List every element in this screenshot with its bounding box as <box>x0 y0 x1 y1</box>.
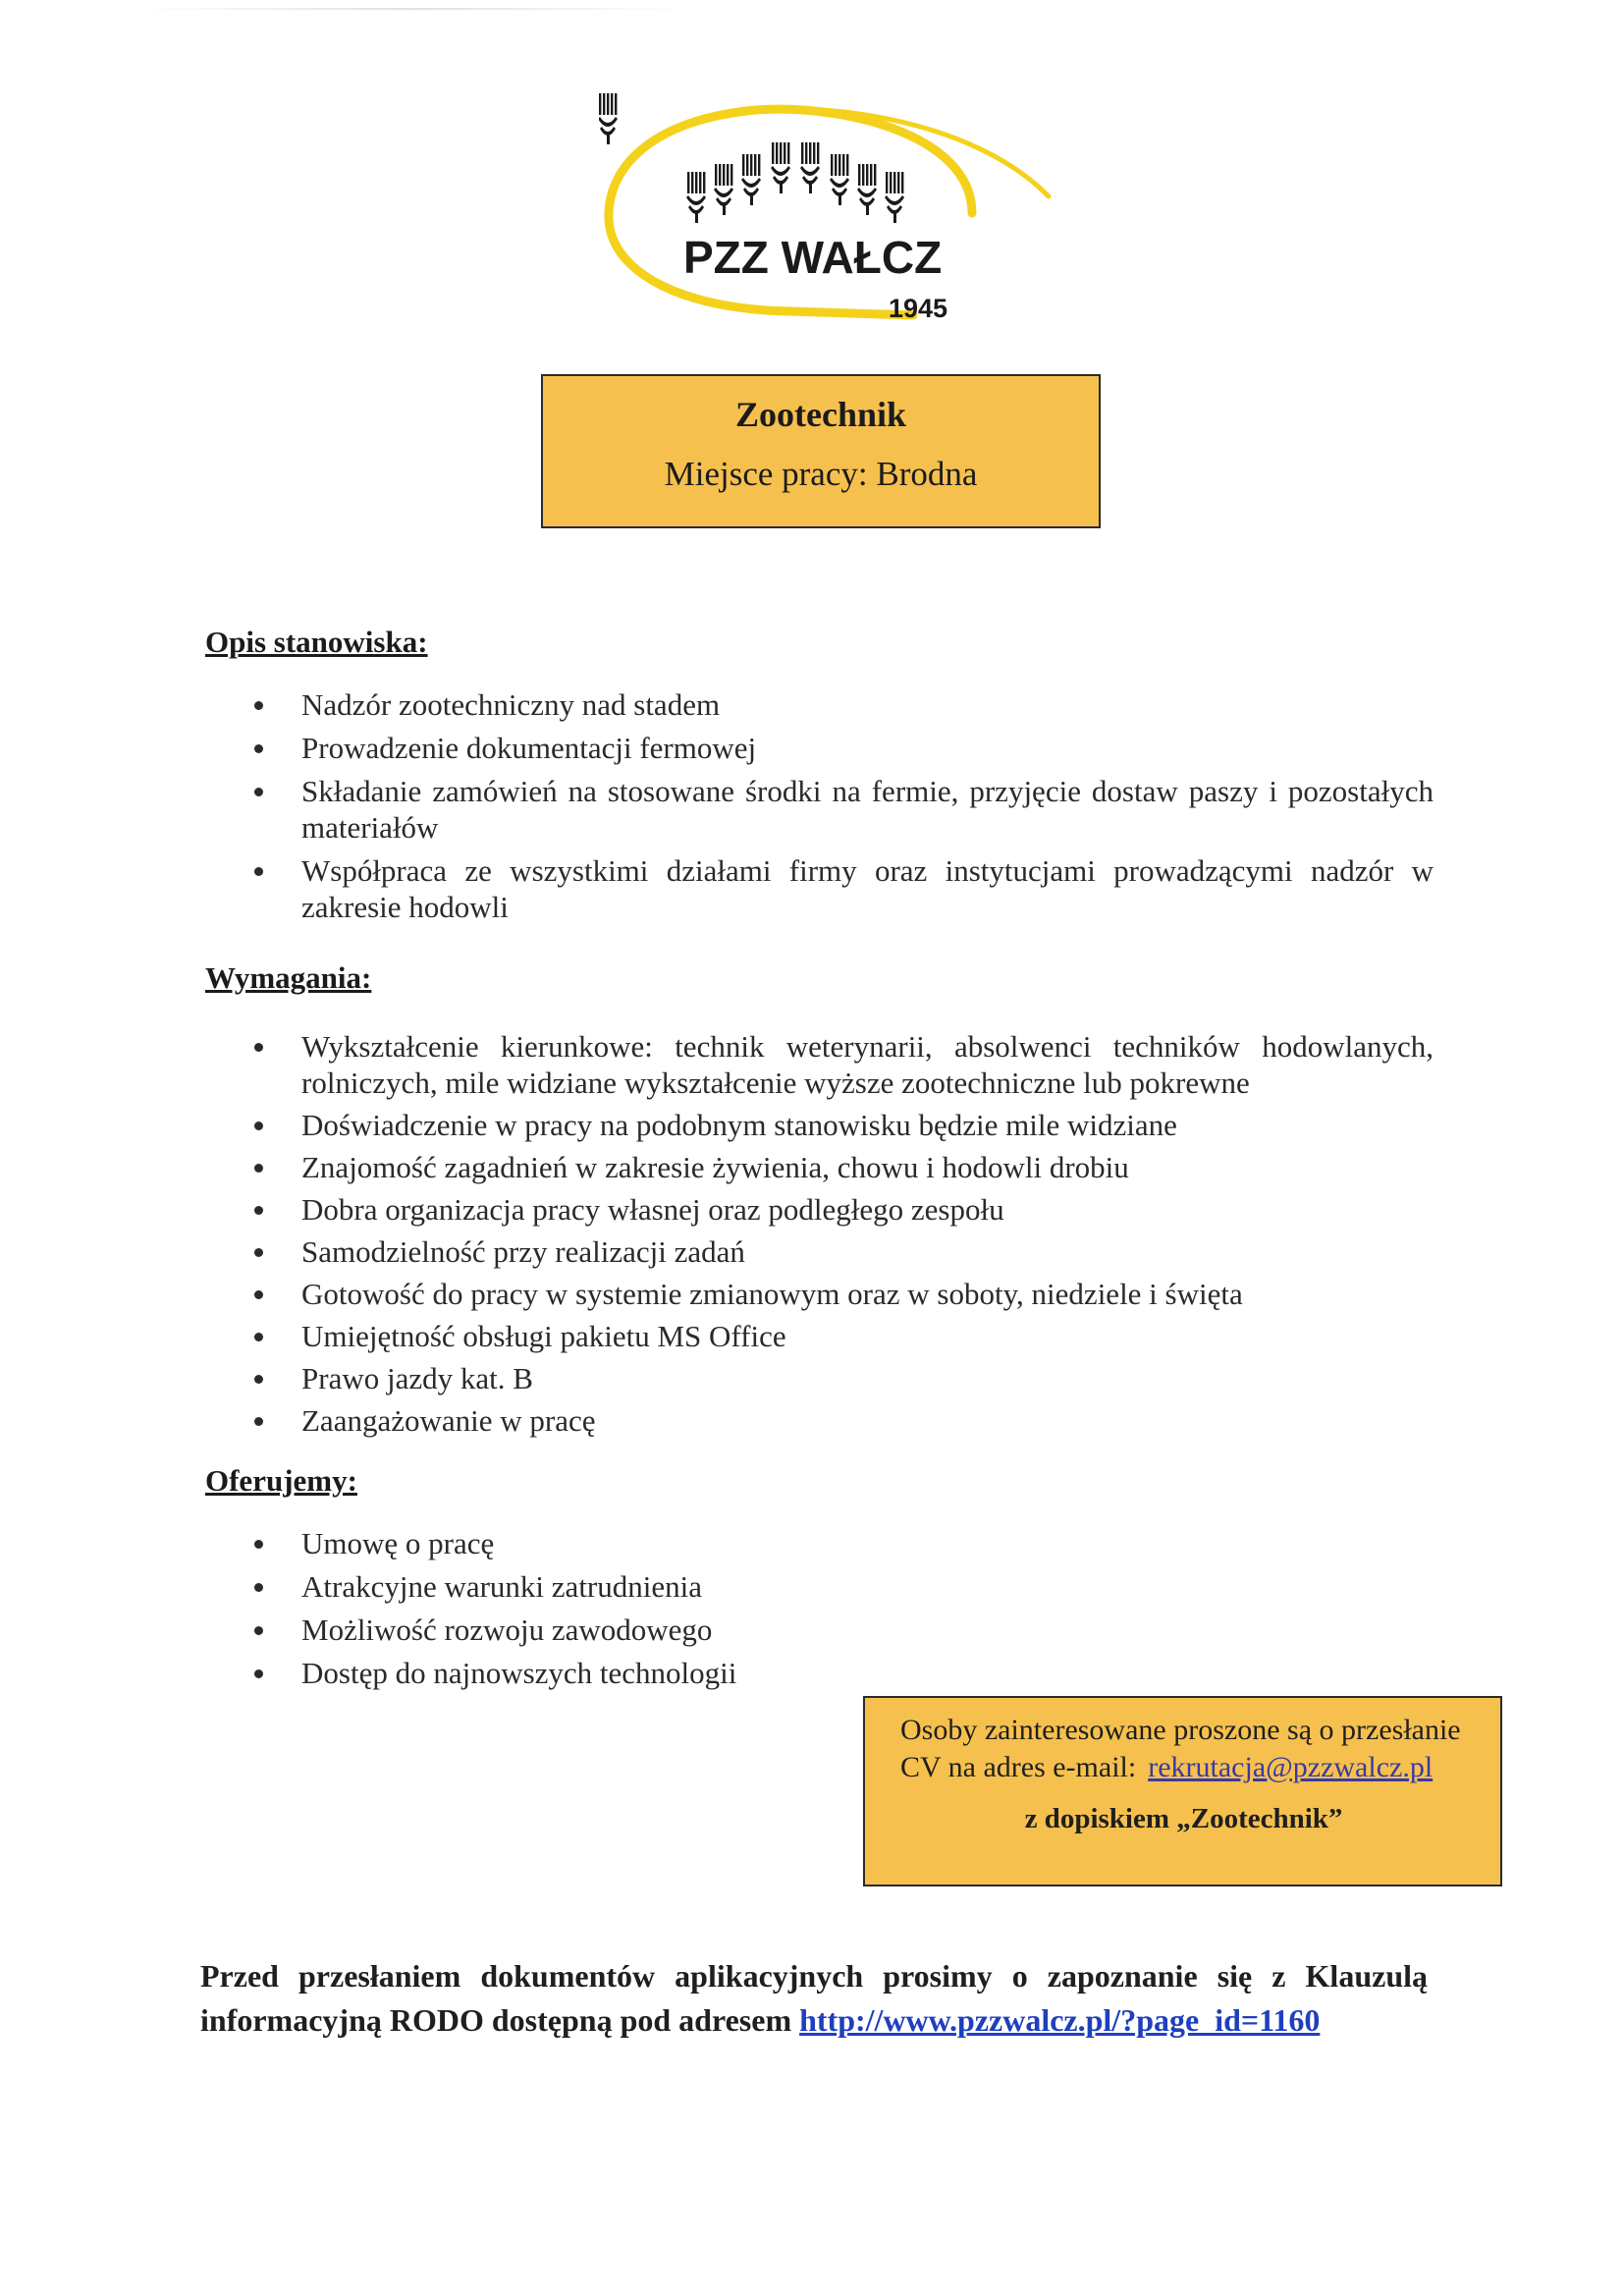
list-item: Zaangażowanie w pracę <box>245 1402 1434 1439</box>
list-item: Umowę o pracę <box>245 1525 1434 1561</box>
company-logo <box>599 93 1060 339</box>
list-item: Znajomość zagadnień w zakresie żywienia, chowu i hodowli drobiu <box>245 1149 1434 1185</box>
job-location: Miejsce pracy: Brodna <box>664 455 978 493</box>
list-item: Dobra organizacja pracy własnej oraz podległego zespołu <box>245 1191 1434 1228</box>
section-heading-opis: Opis stanowiska: <box>205 625 428 659</box>
list-item: Atrakcyjne warunki zatrudnienia <box>245 1568 1434 1605</box>
logo-name: PZZ WAŁCZ <box>683 232 943 283</box>
contact-note: z dopiskiem „Zootechnik” <box>1024 1803 1343 1834</box>
job-header-box <box>541 374 1101 528</box>
contact-box <box>863 1696 1502 1886</box>
wymagania-list <box>245 1028 1434 1445</box>
logo-graphic <box>599 93 1060 339</box>
list-item: Prawo jazdy kat. B <box>245 1360 1434 1396</box>
oferujemy-list <box>245 1525 1434 1698</box>
list-item: Składanie zamówień na stosowane środki na fermie, przyjęcie dostaw paszy i pozostałych materiałów <box>245 773 1434 846</box>
job-title: Zootechnik <box>734 395 907 434</box>
list-item: Samodzielność przy realizacji zadań <box>245 1233 1434 1270</box>
list-item: Umiejętność obsługi pakietu MS Office <box>245 1318 1434 1354</box>
rodo-note-text: Przed przesłaniem dokumentów aplikacyjnych prosimy o zapoznanie się z Klauzulą informacyjną RODO dostępną pod adresem <box>200 1958 1428 2038</box>
contact-email-link[interactable]: rekrutacja@pzzwalcz.pl <box>1148 1751 1434 1783</box>
list-item: Gotowość do pracy w systemie zmianowym oraz w soboty, niedziele i święta <box>245 1276 1434 1312</box>
list-item: Doświadczenie w pracy na podobnym stanowisku będzie mile widziane <box>245 1107 1434 1143</box>
contact-line-2 <box>900 1749 1467 1786</box>
section-heading-oferujemy: Oferujemy: <box>205 1463 357 1498</box>
rodo-link[interactable]: http://www.pzzwalcz.pl/?page_id=1160 <box>799 2002 1321 2038</box>
list-item: Wykształcenie kierunkowe: technik weterynarii, absolwenci techników hodowlanych, rolniczych, mile widziane wykształcenie wyższe zootechniczne lub pokrewne <box>245 1028 1434 1101</box>
section-heading-wymagania: Wymagania: <box>205 960 372 995</box>
scan-artifact <box>137 8 687 10</box>
contact-line-1: Osoby zainteresowane proszone są o przesłanie <box>900 1714 1461 1746</box>
list-item: Prowadzenie dokumentacji fermowej <box>245 730 1434 766</box>
rodo-note <box>200 1954 1428 2043</box>
list-item: Możliwość rozwoju zawodowego <box>245 1612 1434 1648</box>
list-item: Nadzór zootechniczny nad stadem <box>245 686 1434 723</box>
opis-list <box>245 686 1434 932</box>
contact-email-label: CV na adres e-mail: <box>900 1751 1137 1783</box>
logo-year: 1945 <box>889 294 948 323</box>
list-item: Współpraca ze wszystkimi działami firmy oraz instytucjami prowadzącymi nadzór w zakresie hodowli <box>245 852 1434 925</box>
list-item: Dostęp do najnowszych technologii <box>245 1655 1434 1691</box>
